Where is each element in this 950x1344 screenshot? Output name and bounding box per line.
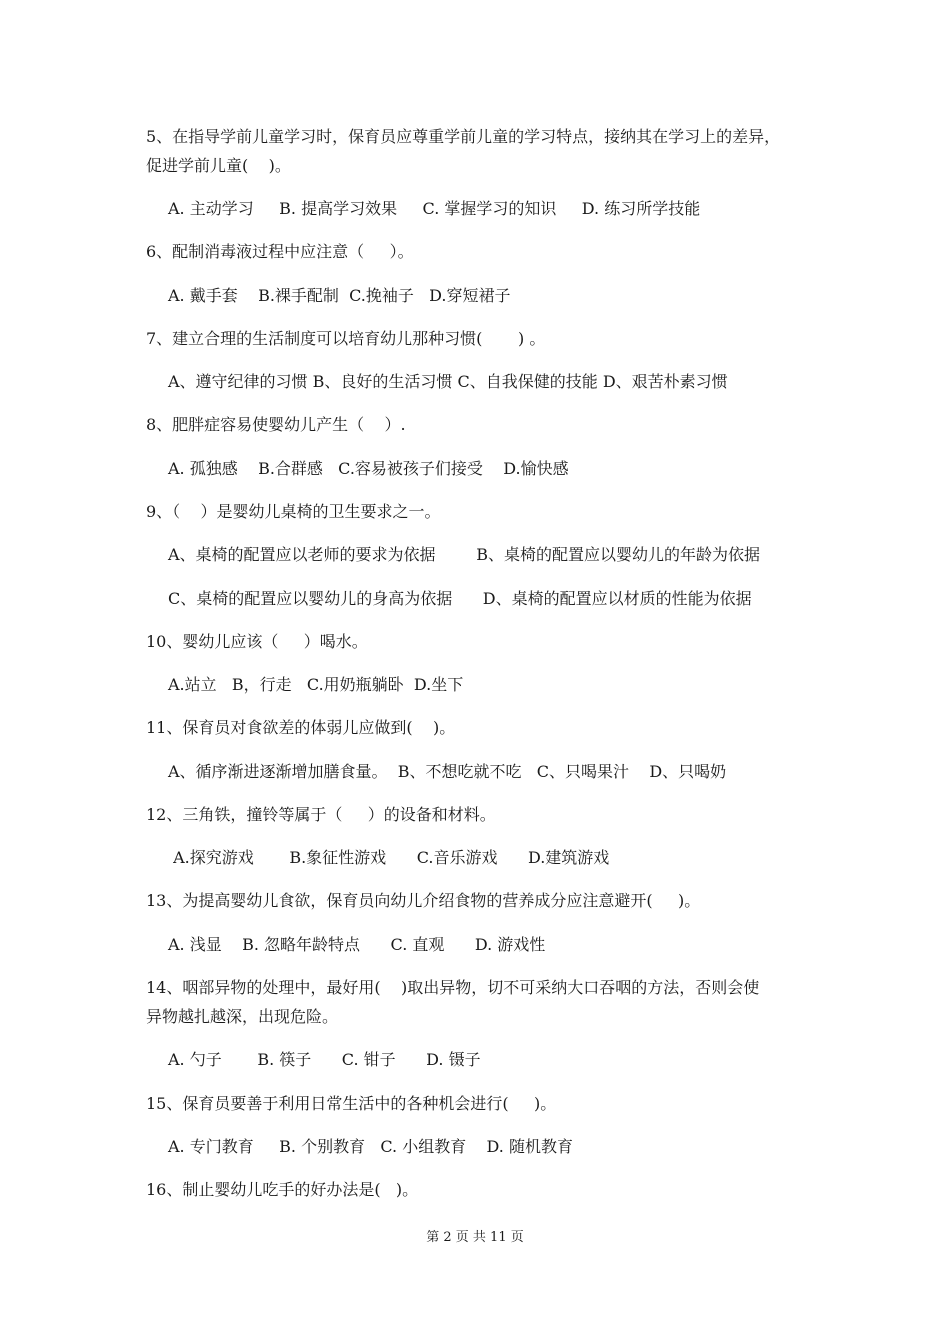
question-16-line-1: 16、制止婴幼儿吃手的好办法是( )。 xyxy=(146,1180,419,1199)
question-8-line-1: 8、肥胖症容易使婴幼儿产生（ ）. xyxy=(146,415,406,434)
question-6-options: A. 戴手套 B.裸手配制 C.挽袖子 D.穿短裙子 xyxy=(168,286,511,305)
question-13-options: A. 浅显 B. 忽略年龄特点 C. 直观 D. 游戏性 xyxy=(168,935,546,954)
question-15-line-1: 15、保育员要善于利用日常生活中的各种机会进行( )。 xyxy=(146,1094,557,1113)
question-5-line-2: 促进学前儿童( )。 xyxy=(146,156,291,175)
question-14-options: A. 勺子 B. 筷子 C. 钳子 D. 镊子 xyxy=(168,1050,481,1069)
question-8-options: A. 孤独感 B.合群感 C.容易被孩子们接受 D.愉快感 xyxy=(168,459,569,478)
question-14-line-1: 14、咽部异物的处理中，最好用( )取出异物，切不可采纳大口吞咽的方法，否则会使 xyxy=(146,978,760,997)
question-12-options: A.探究游戏 B.象征性游戏 C.音乐游戏 D.建筑游戏 xyxy=(168,848,610,867)
question-11-line-1: 11、保育员对食欲差的体弱儿应做到( )。 xyxy=(146,718,456,737)
question-14-line-2: 异物越扎越深，出现危险。 xyxy=(146,1007,339,1026)
question-9-line-1: 9、（ ）是婴幼儿桌椅的卫生要求之一。 xyxy=(146,502,441,521)
question-6-line-1: 6、配制消毒液过程中应注意（ ）。 xyxy=(146,242,414,261)
question-5-line-1: 5、在指导学前儿童学习时，保育员应尊重学前儿童的学习特点，接纳其在学习上的差异， xyxy=(146,127,781,146)
question-7-line-1: 7、建立合理的生活制度可以培育幼儿那种习惯( ) 。 xyxy=(146,329,546,348)
question-15-options: A. 专门教育 B. 个别教育 C. 小组教育 D. 随机教育 xyxy=(168,1137,573,1156)
question-13-line-1: 13、为提高婴幼儿食欲，保育员向幼儿介绍食物的营养成分应注意避开( )。 xyxy=(146,891,701,910)
question-10-options: A.站立 B，行走 C.用奶瓶躺卧 D.坐下 xyxy=(168,675,464,694)
question-11-options: A、循序渐进逐渐增加膳食量。 B、不想吃就不吃 C、只喝果汁 D、只喝奶 xyxy=(168,762,727,781)
question-5-options: A. 主动学习 B. 提高学习效果 C. 掌握学习的知识 D. 练习所学技能 xyxy=(168,199,701,218)
question-9-options-2: C、桌椅的配置应以婴幼儿的身高为依据 D、桌椅的配置应以材质的性能为依据 xyxy=(168,589,752,608)
question-9-options-1: A、桌椅的配置应以老师的要求为依据 B、桌椅的配置应以婴幼儿的年龄为依据 xyxy=(168,545,761,564)
question-10-line-1: 10、婴幼儿应该（ ）喝水。 xyxy=(146,632,368,651)
question-12-line-1: 12、三角铁，撞铃等属于（ ）的设备和材料。 xyxy=(146,805,496,824)
page-number-footer: 第 2 页 共 11 页 xyxy=(426,1230,524,1245)
question-7-options: A、遵守纪律的习惯 B、良好的生活习惯 C、自我保健的技能 D、艰苦朴素习惯 xyxy=(168,372,728,391)
